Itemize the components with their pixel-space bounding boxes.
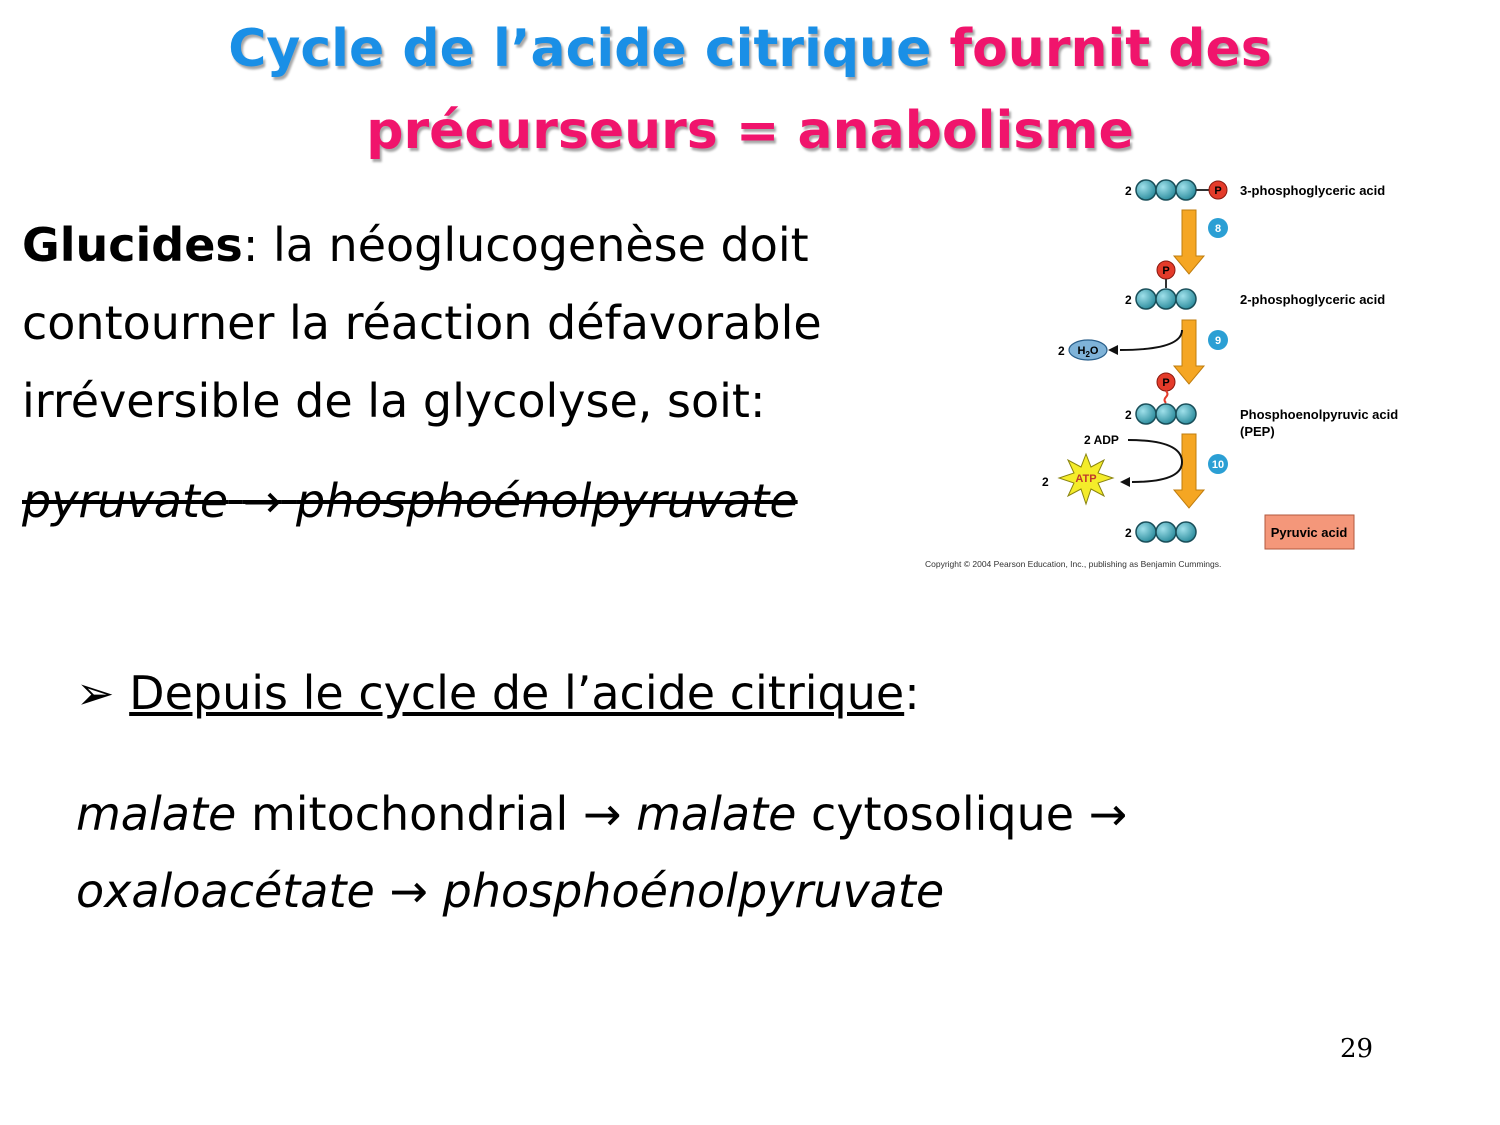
- bullet-marker-icon: ➢: [76, 666, 115, 720]
- pathway-s1-rest: mitochondrial: [250, 787, 569, 841]
- label-2pga: 2-phosphoglyceric acid: [1240, 292, 1386, 307]
- molecule-pyruvate: [1125, 522, 1196, 542]
- coef-3: 2: [1125, 408, 1132, 422]
- pathway-s2-rest: cytosolique: [811, 787, 1075, 841]
- phosphate-2: P: [1162, 265, 1170, 277]
- molecule-3pga: [1125, 180, 1227, 200]
- step-10: 10: [1211, 459, 1225, 471]
- coef-1: 2: [1125, 184, 1132, 198]
- label-pep-2: (PEP): [1240, 424, 1275, 439]
- struck-to: phosphoénolpyruvate: [296, 474, 798, 528]
- struck-reaction: [22, 474, 798, 528]
- struck-from: pyruvate: [22, 474, 229, 528]
- bullet-suffix: :: [904, 666, 920, 720]
- phosphate-1: P: [1214, 185, 1222, 197]
- water-release-curve: [1120, 330, 1182, 350]
- atp-label: ATP: [1075, 473, 1097, 485]
- glucides-paragraph: [22, 206, 982, 440]
- bullet-heading: Depuis le cycle de l’acide citrique: [129, 666, 905, 720]
- title-part-1: Cycle de l’acide citrique: [228, 19, 932, 79]
- coef-4: 2: [1125, 526, 1132, 540]
- glycolysis-diagram: [920, 168, 1420, 578]
- glucides-text: : la néoglucogenèse doit contourner la réaction défavorable irréversible de la glycolyse, soit:: [22, 218, 822, 428]
- title-line-2: précurseurs = anabolisme: [366, 101, 1134, 161]
- title-part-2: fournit des: [949, 19, 1272, 79]
- slide-title: [0, 8, 1500, 172]
- malate-pathway: [76, 776, 1426, 930]
- coef-h2o: 2: [1058, 344, 1065, 358]
- arrow-step-8: [1174, 210, 1204, 274]
- atp-formation-curve: [1128, 440, 1182, 482]
- phosphate-3: P: [1162, 377, 1170, 389]
- page-number: 29: [1340, 1034, 1374, 1064]
- molecule-pep: [1125, 373, 1196, 424]
- label-3pga: 3-phosphoglyceric acid: [1240, 183, 1386, 198]
- adp-label: 2 ADP: [1084, 433, 1119, 447]
- label-pyruvic: Pyruvic acid: [1270, 525, 1348, 540]
- struck-arrow: →: [242, 474, 282, 528]
- coef-2: 2: [1125, 293, 1132, 307]
- pathway-arrow-1: →: [582, 787, 622, 841]
- pathway-s3: oxaloacétate: [76, 864, 375, 918]
- h2o-label: $H_2O$: [1077, 345, 1099, 359]
- arrow-step-9: [1174, 320, 1204, 384]
- bullet-citric-cycle: [76, 666, 920, 720]
- step-9: 9: [1214, 335, 1222, 347]
- step-8: 8: [1214, 223, 1222, 235]
- pathway-s4: phosphoénolpyruvate: [442, 864, 945, 918]
- glucides-keyword: Glucides: [22, 218, 243, 272]
- pathway-s2: malate: [636, 787, 797, 841]
- label-pep-1: Phosphoenolpyruvic acid: [1240, 407, 1399, 422]
- copyright-note: Copyright © 2004 Pearson Education, Inc., publishing as Benjamin Cummings.: [925, 559, 1222, 569]
- pathway-s1: malate: [76, 787, 237, 841]
- pathway-arrow-3: →: [389, 864, 428, 918]
- coef-atp: 2: [1042, 475, 1049, 489]
- pathway-arrow-2: →: [1088, 787, 1128, 841]
